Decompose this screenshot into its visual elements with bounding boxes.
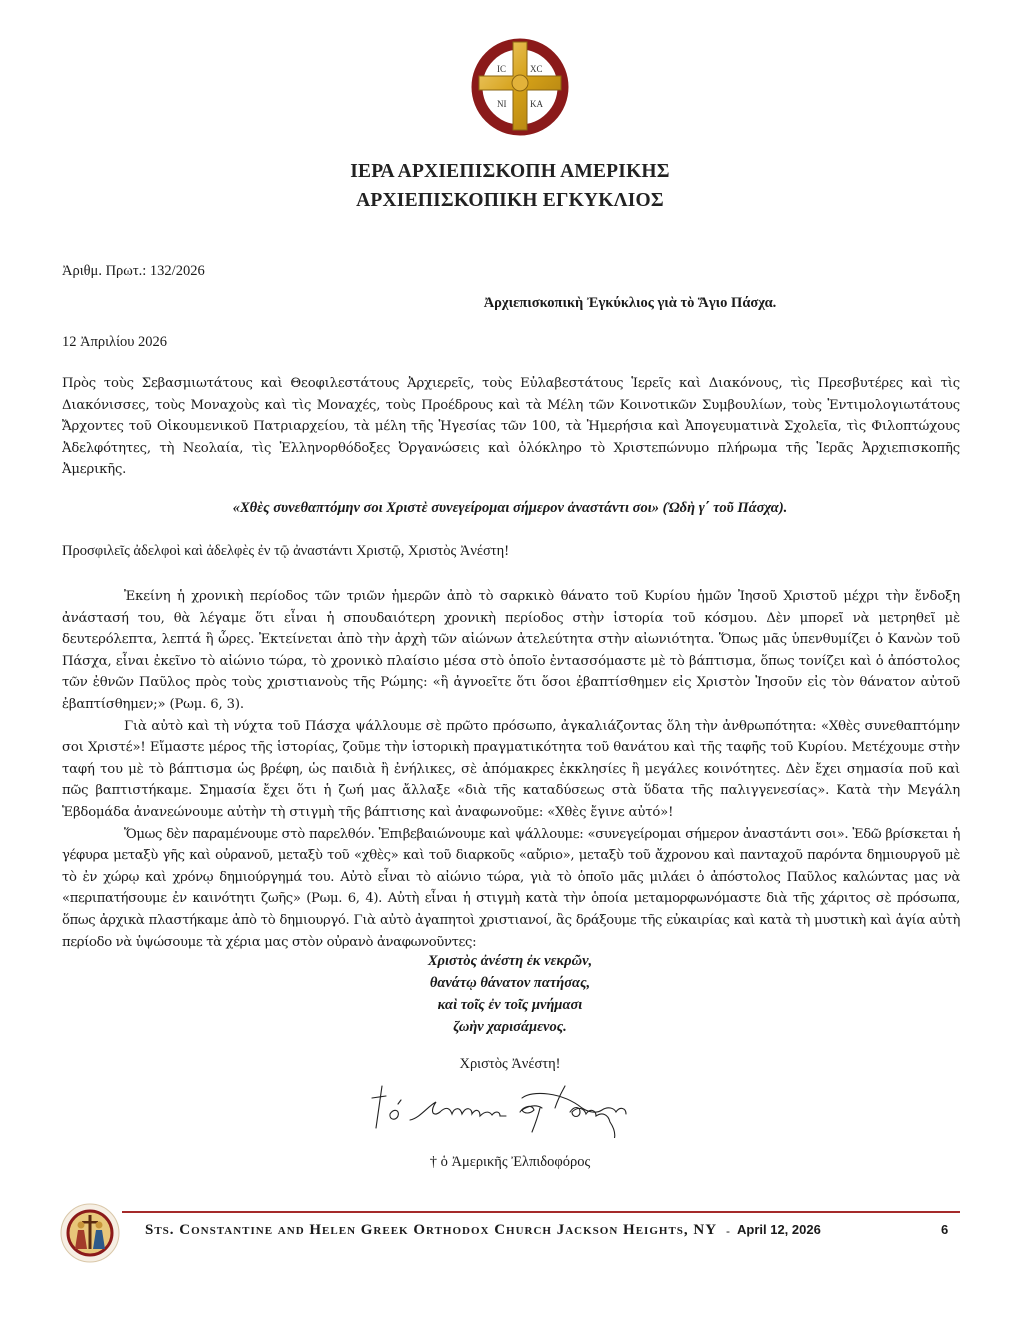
letter-body [62, 586, 960, 953]
encyclical-title: ΑΡΧΙΕΠΙΣΚΟΠΙΚΗ ΕΓΚΥΚΛΙΟΣ [356, 190, 664, 211]
body-paragraph: Γιὰ αὐτὸ καὶ τὴ νύχτα τοῦ Πάσχα ψάλλουμε σὲ πρῶτο πρόσωπο, ἀγκαλιάζοντας ὅλη τὴν ἀνθρωπότητα: «Χθὲς συνεθαπτόμην σοι Χριστέ»! Εἴμαστε μέρος τῆς ἱστορίας, ζοῦμε τὴν ἱστορικὴ πραγματικότητα τοῦ θανάτου καὶ τῆς ταφῆς τοῦ Κυρίου. Μετέχουμε στὴν ταφή του μὲ τὸ βάπτισμα ὡς βρέφη, ὡς παιδιὰ ἢ ἐνήλικες, σὲ ἀπόμακρες ἐκκλησίες ἢ μεγάλες κοινότητες. Δὲν ἔχει σημασία ποῦ καὶ πῶς βαπτιστήκαμε. Σημασία ἔχει ὅτι ἡ ζωή μας ἄλλαξε «διὰ τῆς καταδύσεως στὰ ὕδατα τῆς παλιγγενεσίας». Κατὰ τὴν Μεγάλη Ἑβδομάδα ἀνανεώνουμε αὐτὴν τὴ στιγμὴ τῆς βάπτισης καὶ ἀναφωνοῦμε: «Χθὲς ἔγινε αὐτό»! [62, 718, 960, 820]
epigraph-quote: «Χθὲς συνεθαπτόμην σοι Χριστὲ συνεγείρομαι σήμερον ἀναστάντι σοι» (Ὠδὴ γ΄ τοῦ Πάσχα). [232, 500, 788, 516]
svg-text:XC: XC [530, 64, 543, 74]
page-number: 6 [941, 1222, 949, 1237]
footer-divider [122, 1211, 960, 1213]
body-paragraph: Ὅμως δὲν παραμένουμε στὸ παρελθόν. Ἐπιβεβαιώνουμε καὶ ψάλλουμε: «συνεγείρομαι σήμερον ἀναστάντι σοι». Ἐδῶ βρίσκεται ἡ γέφυρα μεταξὺ γῆς καὶ οὐρανοῦ, μεταξὺ τοῦ «χθὲς» καὶ τοῦ διαρκοῦς «αὔριο», μεταξὺ τοῦ ἄχρονου καὶ πανταχοῦ παρόντα δημιουργοῦ μὲ τὸ ἐν χώρῳ καὶ χρόνῳ δημιούργημά του. Αὐτὸ εἶναι τὸ αἰώνιο τώρα, γιὰ τὸ ὁποῖο μᾶς μιλάει ὁ ἀπόστολος Παῦλος καλώντας μας νὰ «περιπατήσουμε ἐν καινότητι ζωῆς» (Ρωμ. 6, 4). Αὐτὴ εἶναι ἡ στιγμὴ κατὰ τὴν ὁποία μεταμορφωνόμαστε διὰ τῆς χάριτος σὲ πρόσωπα, ὅπως ἀρχικὰ πλαστήκαμε ἀπὸ τὸ δημιουργό. Γιὰ αὐτὸ ἀγαπητοὶ χριστιανοί, ἂς δράξουμε τῆς εὐκαιρίας καὶ κατὰ τὴ μυστικὴ καὶ ἁγία αὐτὴ περίοδο νὰ ὑψώσουμε τὰ χέρια μας στὸν οὐρανὸ ἀναφωνοῦντες: [62, 826, 960, 950]
parish-logo-icon [60, 1203, 120, 1263]
handwritten-signature-icon [370, 1078, 650, 1138]
body-paragraph: Ἐκείνη ἡ χρονικὴ περίοδος τῶν τριῶν ἡμερῶν ἀπὸ τὸ σαρκικὸ θάνατο τοῦ Κυρίου ἡμῶν Ἰησοῦ Χριστοῦ μέχρι τὴν ἔνδοξη ἀνάστασή του, θὰ λέγαμε ὅτι εἶναι ἡ σπουδαιότερη χρονικὴ περίοδος στὴν ἱστορία τοῦ κόσμου. Δὲν μπορεῖ νὰ μετρηθεῖ μὲ δευτερόλεπτα, λεπτά ἢ ὧρες. Ἐκτείνεται ἀπὸ τὴν ἀρχὴ τῶν αἰώνων ἀτελεύτητα στὴν αἰωνιότητα. Ὅπως μᾶς ὑπενθυμίζει ὁ Κανὼν τοῦ Πάσχα, εἶναι ἐκεῖνο τὸ αἰώνιο τώρα, τὸ χρονικὸ πλαίσιο μέσα στὸ ὁποῖο ἐντασσόμαστε μὲ τὸ βάπτισμα, ὅπως τονίζει καὶ ὁ ἀπόστολος τῶν ἐθνῶν Παῦλος πρὸς τοὺς χριστιανοὺς τῆς Ρώμης: «ἢ ἀγνοεῖτε ὅτι ὅσοι ἐβαπτίσθημεν εἰς Χριστὸν Ἰησοῦν εἰς τὸν θάνατον αὐτοῦ ἐβαπτίσθημεν;» (Ρωμ. 6, 3). [62, 589, 960, 712]
hymn-line: καὶ τοῖς ἐν τοῖς μνήμασι [437, 997, 583, 1013]
footer-date: April 12, 2026 [737, 1222, 821, 1237]
closing-line: Χριστὸς Ἀνέστη! [459, 1056, 561, 1072]
hymn-line: Χριστὸς ἀνέστη ἐκ νεκρῶν, [427, 953, 593, 969]
letter-date: 12 Ἀπριλίου 2026 [62, 334, 168, 350]
archdiocese-seal-icon [463, 22, 577, 152]
archdiocese-title: ΙΕΡΑ ΑΡΧΙΕΠΙΣΚΟΠΗ ΑΜΕΡΙΚΗΣ [350, 161, 670, 182]
paschal-hymn [0, 950, 1020, 1038]
signer-name: † ὁ Ἀμερικῆς Ἐλπιδοφόρος [429, 1154, 591, 1170]
letter-address: Πρὸς τοὺς Σεβασμιωτάτους καὶ Θεοφιλεστάτους Ἀρχιερεῖς, τοὺς Εὐλαβεστάτους Ἱερεῖς καὶ Διακόνους, τὶς Πρεσβυτέρες καὶ τὶς Διακόνισσες, τοὺς Μοναχοὺς καὶ τὶς Μοναχές, τοὺς Προέδρους καὶ τὰ Μέλη τῶν Κοινοτικῶν Συμβουλίων, τοὺς Ἐντιμολογιωτάτους Ἄρχοντες τοῦ Οἰκουμενικοῦ Πατριαρχείου, τὰ μέλη τῆς Ἡγεσίας τῶν 100, τὰ Ἡμερήσια καὶ Ἀπογευματινὰ Σχολεῖα, τὶς Φιλοπτώχους Ἀδελφότητες, τὴ Νεολαία, τὶς Ἑλληνορθόδοξες Ὀργανώσεις καὶ ὁλόκληρο τὸ Χριστεπώνυμο πλήρωμα τῆς Ἱερᾶς Ἀρχιεπισκοπῆς Ἀμερικῆς. [62, 376, 960, 478]
greeting: Προσφιλεῖς ἀδελφοὶ καὶ ἀδελφὲς ἐν τῷ ἀναστάντι Χριστῷ, Χριστὸς Ἀνέστη! [62, 543, 510, 559]
letter-subject: Ἀρχιεπισκοπικὴ Ἐγκύκλιος γιὰ τὸ Ἅγιο Πάσχα. [483, 295, 777, 311]
svg-text:NI: NI [497, 99, 507, 109]
letter-header [0, 157, 1020, 215]
svg-text:KA: KA [530, 99, 543, 109]
footer-separator: - [726, 1224, 730, 1238]
hymn-line: θανάτῳ θάνατον πατήσας, [429, 975, 591, 991]
hymn-line: ζωὴν χαρισάμενος. [453, 1019, 567, 1035]
protocol-number: Ἀριθμ. Πρωτ.: 132/2026 [62, 263, 205, 279]
svg-text:IC: IC [497, 64, 506, 74]
footer-church-name: Sts. Constantine and Helen Greek Orthodox Church Jackson Heights, NY [145, 1222, 718, 1238]
